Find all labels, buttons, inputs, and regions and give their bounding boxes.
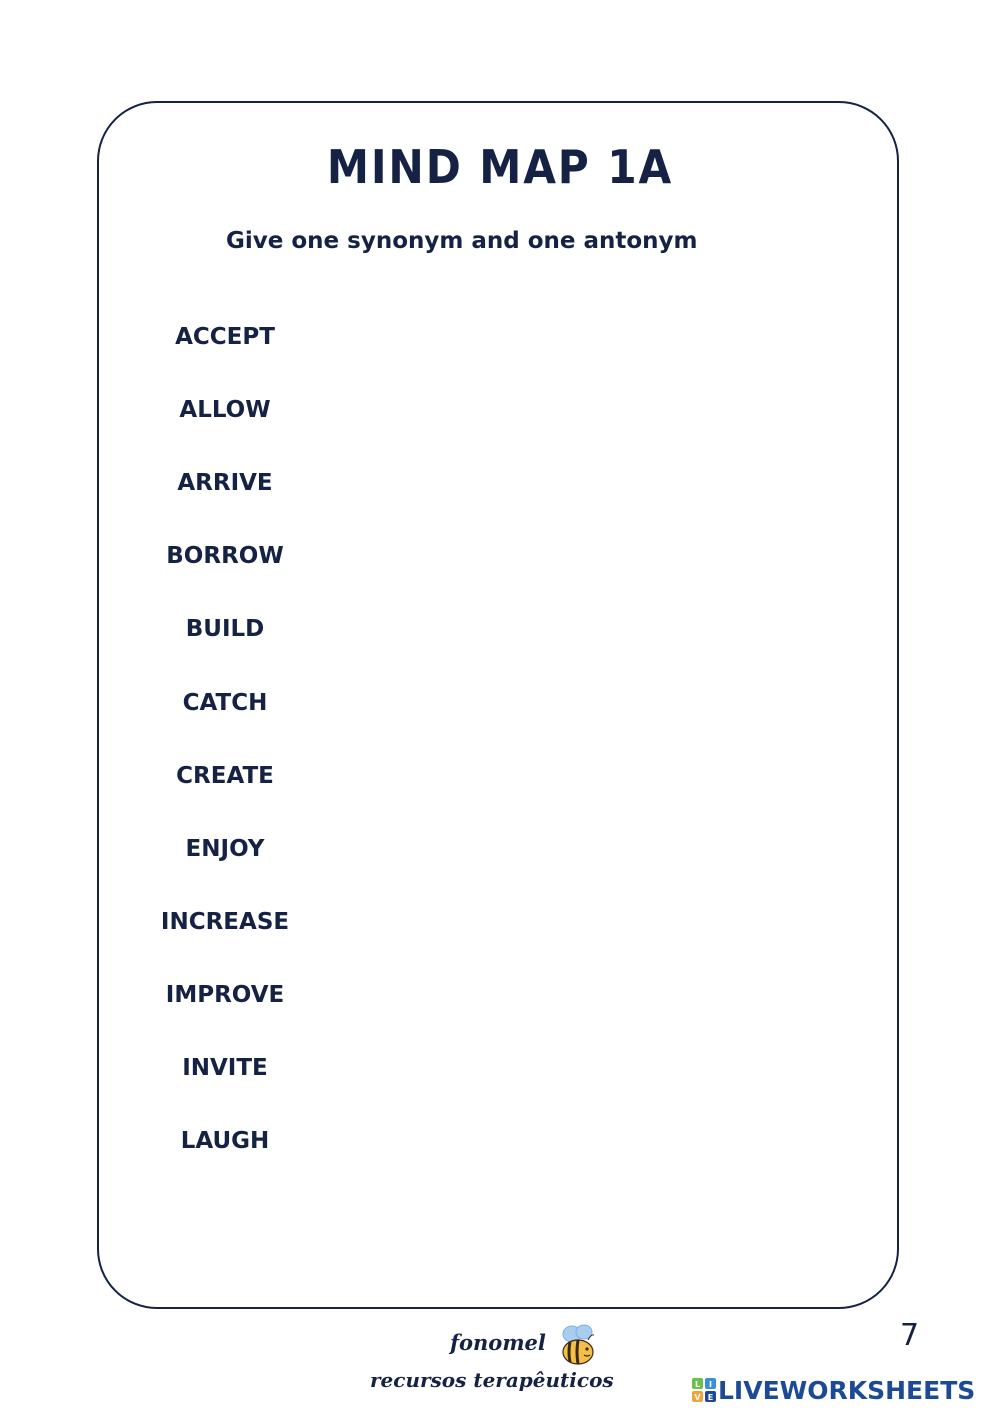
word-item: BUILD	[185, 616, 265, 643]
page-title: MIND MAP 1A	[326, 140, 674, 194]
word-item: ALLOW	[179, 397, 271, 424]
page-number: 7	[900, 1318, 920, 1353]
word-item: ACCEPT	[175, 324, 275, 350]
word-item: IMPROVE	[165, 981, 285, 1008]
site-name: LIVEWORKSHEETS	[718, 1375, 976, 1405]
brand-logo	[360, 1328, 650, 1400]
svg-text:I: I	[709, 1380, 712, 1389]
svg-text:E: E	[707, 1393, 714, 1402]
liveworksheets-logo[interactable]	[692, 1374, 975, 1406]
word-item: CREATE	[176, 762, 274, 789]
liveworksheets-logo-icon	[692, 1378, 716, 1402]
word-item: INCREASE	[160, 908, 290, 935]
bee-icon	[556, 1322, 602, 1368]
svg-text:L: L	[694, 1380, 701, 1389]
word-item: ENJOY	[185, 835, 265, 862]
brand-tagline: recursos terapêuticos	[370, 1368, 614, 1392]
word-item: LAUGH	[180, 1128, 270, 1155]
svg-text:V: V	[694, 1393, 701, 1402]
word-item: ARRIVE	[177, 470, 273, 497]
brand-name: fonomel	[450, 1330, 546, 1355]
word-item: CATCH	[182, 689, 268, 716]
word-item: BORROW	[166, 543, 284, 570]
instruction-text: Give one synonym and one antonym	[226, 228, 698, 254]
word-item: INVITE	[182, 1055, 268, 1081]
